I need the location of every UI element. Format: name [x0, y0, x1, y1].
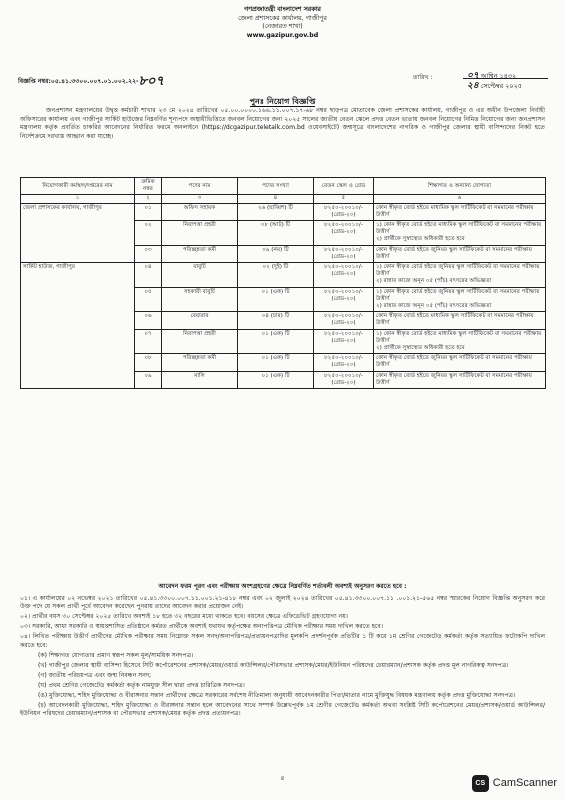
- qualification-line: ১) কোন স্বীকৃত বোর্ড হইতে মাধ্যমিক স্কুল সার্টিফিকেট বা সমমানের পরীক্ষায় উত্তীর্ণ: [376, 222, 542, 236]
- cell-qualification: [374, 329, 546, 354]
- cell-qualification: [374, 287, 546, 312]
- qualification-line: ২) প্রার্থীকে সুস্বাস্থ্যের অধিকারী হতে হবে: [376, 345, 465, 352]
- qualification-line: কোন স্বীকৃত বোর্ড হইতে মাধ্যমিক স্কুল সার্টিফিকেট বা সমমানের পরীক্ষায় উত্তীর্ণ: [376, 313, 534, 327]
- cell-office: জেলা প্রশাসকের কার্যালয়, গাজীপুর: [21, 203, 135, 262]
- government-name: গণপ্রজাতন্ত্রী বাংলাদেশ সরকার: [244, 6, 321, 13]
- cell-count: ০১ (এক) টি: [238, 371, 314, 388]
- cell-post: বাবুর্চি: [162, 263, 238, 288]
- cell-post: মালি: [162, 371, 238, 388]
- table-row: [21, 263, 546, 288]
- cell-scale: ৮২৫০-২০০১০/- (গ্রেড-২০): [314, 287, 374, 312]
- memo-handwritten-number: ৮০৭: [138, 74, 164, 89]
- cell-qualification: [374, 354, 546, 371]
- qualification-line: কোন স্বীকৃত বোর্ড হইতে জুনিয়র স্কুল সার্টিফিকেট বা সমমানের পরীক্ষায় উত্তীর্ণ: [376, 246, 532, 260]
- qualification-line: কোন স্বীকৃত বোর্ড হইতে মাধ্যমিক স্কুল সার্টিফিকেট বা সমমানের পরীক্ষায় উত্তীর্ণ: [376, 204, 534, 218]
- condition-item: (ক) শিক্ষাগত যোগ্যতার প্রমাণ স্বরূপ সকল মূল/সাময়িক সনদপত্র।: [38, 651, 194, 659]
- notice-title: পুনঃ নিয়োগ বিজ্ঞপ্তি: [249, 97, 316, 106]
- conditions-heading: আবেদন ফরম পূরণ এবং পরীক্ষায় অংশগ্রহণের ক্ষেত্রে নিম্নবর্ণিত শর্তাবলী অবশ্যই অনুসরণ করতে হবে :: [158, 583, 407, 590]
- condition-item: ০৪। লিখিত পরীক্ষায় উত্তীর্ণ প্রার্থীদের মৌখিক পরীক্ষার সময় নিম্নোক্ত সকল সনদ/অনাপত্তিপত্র/প্রত্যয়নপত্রাদির মূলকপি প্রদর্শনপূর্বক প্রতিটির ১ টি করে ১ম শ্রেণির গেজেটেড কর্মকর্তা কর্তৃক সত্যায়িত ফটোকপি দাখিল করতে হবে:: [20, 633, 545, 649]
- cell-scale: ৮২৫০-২০০১০/- (গ্রেড-২০): [314, 221, 374, 246]
- cell-post: পরিচ্ছন্নতা কর্মী: [162, 245, 238, 262]
- camscanner-logo-icon: CS: [472, 775, 489, 792]
- qualification-line: ২) প্রার্থীকে সুস্বাস্থ্যের অধিকারী হতে হবে: [376, 236, 465, 243]
- cell-count: ০১ (এক) টি: [238, 329, 314, 354]
- cell-scale: ৮২৫০-২০০১০/- (গ্রেড-২০): [314, 203, 374, 220]
- cell-qualification: [374, 371, 546, 388]
- cell-qualification: [374, 221, 546, 246]
- vacancy-table: [20, 177, 546, 389]
- cell-serial: ০২: [135, 221, 162, 246]
- cell-post: অফিস সহায়ক: [162, 203, 238, 220]
- cell-scale: ৮২৫০-২০০১০/- (গ্রেড-২০): [314, 245, 374, 262]
- condition-item: (ঘ) প্রথম শ্রেণির গেজেটেড কর্মকর্তা কর্তৃক নামযুক্ত সীল দ্বারা প্রদত্ত চারিত্রিক সনদপত্র।: [38, 681, 245, 689]
- condition-item: (চ) আবেদনকারী মুক্তিযোদ্ধা, শহিদ মুক্তিযোদ্ধা ও বীরাঙ্গনার সন্তান হলে আবেদনের সাথে সম্পর্ক উল্লেখপূর্বক ১ম শ্রেণীর গেজেটেড কর্মকর্তা অথবা সংশ্লিষ্ট সিটি কর্পোরেশনের মেয়র/প্রশাসক/ওয়ার্ড কাউন্সিলর/ইউনিয়ন পরিষদের চেয়ারম্যান/প্রশাসক বা পৌরসভার প্রশাসক/মেয়র কর্তৃক প্রদত্ত প্রত্যয়নপত্র।: [20, 701, 545, 718]
- cell-office: সার্কিট হাউজ, গাজীপুর: [21, 263, 135, 389]
- qualification-line: ২) রান্নার কাজে অনূন ০৫ (পাঁচ) বৎসরের অভিজ্ঞতা: [376, 278, 492, 285]
- column-number-row: ১ ২ ৩ ৪ ৫ ৬: [21, 195, 546, 203]
- cell-serial: ০৪: [135, 263, 162, 288]
- date-block: [413, 68, 548, 92]
- cell-count: ০৪ (চার) টি: [238, 312, 314, 329]
- cell-qualification: [374, 263, 546, 288]
- conditions-list: [20, 595, 545, 719]
- page-number: ৫: [280, 774, 285, 782]
- qualification-line: ১) কোন স্বীকৃত বোর্ড হইতে জুনিয়র স্কুল সার্টিফিকেট বা সমমানের পরীক্ষায় উত্তীর্ণ: [376, 264, 540, 278]
- letterhead: [0, 6, 565, 40]
- cell-serial: ০৬: [135, 312, 162, 329]
- cell-scale: ৮২৫০-২০০১০/- (গ্রেড-২০): [314, 312, 374, 329]
- memo-label: বিজ্ঞপ্তি নম্বর:০৫.৪১.৩৩০০.০০৭.০১.০০২.২২-: [18, 78, 139, 85]
- cell-scale: ৮২৫০-২০০১০/- (গ্রেড-২০): [314, 371, 374, 388]
- cell-post: পরিচ্ছন্নতা কর্মী: [162, 354, 238, 371]
- date-english: ২৪ সেপ্টেম্বর ২০২৫: [467, 81, 522, 91]
- qualification-line: কোন স্বীকৃত বোর্ড হইতে জুনিয়র স্কুল সার্টিফিকেট বা সমমানের পরীক্ষায় উত্তীর্ণ: [376, 372, 532, 386]
- cell-serial: ০৭: [135, 329, 162, 354]
- cell-serial: ০৫: [135, 287, 162, 312]
- condition-item: ০২। প্রার্থীর বয়স ৩০ সেপ্টেম্বর ২০২৫ তারিখে অবশ্যই ১৮ হতে ৩২ বছরের মধ্যে থাকতে হবে। বয়সের ক্ষেত্রে এফিডেভিট গ্রহণযোগ্য নয়।: [20, 613, 348, 621]
- cell-count: ০২ (দুই) টি: [238, 263, 314, 288]
- condition-item: (গ) জাতীয় পরিচয়পত্র এবং জন্ম নিবন্ধন সনদ;: [38, 671, 152, 679]
- date-label: তারিখ :: [413, 74, 433, 81]
- conditions-section: [20, 583, 545, 720]
- cell-scale: ৮২৫০-২০০১০/- (গ্রেড-২০): [314, 263, 374, 288]
- camscanner-text: CamScanner: [492, 777, 557, 789]
- condition-item: ০১। এ কার্যালয়ের ০২ নভেম্বর ২০২১ তারিখের ০৫.৪১.৩৩০০.০০৭.১১.০০১.২১-৪১৮ নম্বর এবং ০২ জুলাই ২০২৪ তারিখের ০৫.৪১.৩৩০০.০০৭.১১ .০০১.২১-৫৬৫ নম্বর স্মারকের নিয়োগ বিজ্ঞপ্তি অনুসরণ করে উক্ত পদে যে সকল প্রার্থী পূর্বে আবেদন করেছেন পুনরায় তাদের আবেদন করার প্রয়োজন নেই।: [20, 594, 545, 611]
- cell-count: ০১ (এক) টি: [238, 354, 314, 371]
- cell-serial: ০৮: [135, 354, 162, 371]
- cell-post: নিরাপত্তা প্রহরী: [162, 329, 238, 354]
- qualification-line: কোন স্বীকৃত বোর্ড হইতে জুনিয়র স্কুল সার্টিফিকেট বা সমমানের পরীক্ষায় উত্তীর্ণ: [376, 355, 532, 369]
- camscanner-watermark: [472, 774, 557, 792]
- memo-number: [18, 72, 164, 93]
- condition-item: (খ) গাজীপুর জেলার স্থায়ী বাসিন্দা হিসেবে সিটি কর্পোরেশনের প্রশাসক/মেয়র/ওয়ার্ড কাউন্সিলর/পৌরসভার প্রশাসক/মেয়র/ইউনিয়ন পরিষদের চেয়ারম্যান/প্রশাসক কর্তৃক প্রদত্ত মূল নাগরিকত্ব সনদপত্র।: [38, 661, 509, 669]
- cell-qualification: [374, 203, 546, 220]
- header-qualification: শিক্ষাগত ও অন্যান্য যোগ্যতা: [374, 178, 546, 195]
- cell-count: ০৯ (নয়) টি: [238, 245, 314, 262]
- cell-post: সহকারী বাবুর্চি: [162, 287, 238, 312]
- condition-item: ০৩। সরকারি, আধা সরকারি ও স্বায়ত্তশাসিত প্রতিষ্ঠানে কর্মরত প্রার্থীকে অবশ্যই যথাযথ কর্তৃপক্ষের অনাপত্তিপত্র মৌখিক পরীক্ষার সময় দাখিল করতে হবে।: [20, 623, 383, 631]
- cell-count: ২৬ (ছাব্বিশ) টি: [238, 203, 314, 220]
- table-header-row: [21, 178, 546, 195]
- cell-qualification: [374, 312, 546, 329]
- cell-scale: ৮২৫০-২০০১০/- (গ্রেড-২০): [314, 354, 374, 371]
- header-post: পদের নাম: [162, 178, 238, 195]
- date-bangla: ০৭ আশ্বিন ১৪৩২: [467, 71, 517, 81]
- website-link[interactable]: www.gazipur.gov.bd: [246, 31, 319, 39]
- header-scale: বেতন স্কেল ও গ্রেড: [314, 178, 374, 195]
- cell-serial: ০১: [135, 203, 162, 220]
- cell-serial: ০৩: [135, 245, 162, 262]
- table-row: [21, 203, 546, 220]
- qualification-line: ১) কোন স্বীকৃত বোর্ড হইতে মাধ্যমিক স্কুল সার্টিফিকেট বা সমমানের পরীক্ষায় উত্তীর্ণ: [376, 330, 542, 344]
- reference-row: [18, 68, 548, 92]
- section-name: (নেজারত শাখা): [262, 23, 303, 31]
- header-count: পদের সংখ্যা: [238, 178, 314, 195]
- office-name: জেলা প্রশাসকের কার্যালয়, গাজীপুর: [238, 14, 327, 22]
- cell-count: ০১ (এক) টি: [238, 287, 314, 312]
- cell-post: বেয়ারার: [162, 312, 238, 329]
- qualification-line: ১) কোন স্বীকৃত বোর্ড হইতে জুনিয়র স্কুল সার্টিফিকেট বা সমমানের পরীক্ষায় উত্তীর্ণ: [376, 288, 540, 302]
- cell-post: নিরাপত্তা প্রহরী: [162, 221, 238, 246]
- cell-qualification: [374, 245, 546, 262]
- table-body: [21, 203, 546, 388]
- header-office: নিয়োগকারী কর্মস্থল/দপ্তরের নাম: [21, 178, 135, 195]
- cell-scale: ৮২৫০-২০০১০/- (গ্রেড-২০): [314, 329, 374, 354]
- cell-serial: ০৯: [135, 371, 162, 388]
- condition-item: (ঙ) মুক্তিযোদ্ধা, শহিদ মুক্তিযোদ্ধা ও বীরাঙ্গনার সন্তান প্রার্থীদের ক্ষেত্রে সরকারের সর্বশেষ নীতিমালা অনুযায়ী আবেদনকারীর পিতা/মাতার নামে মুক্তিযুদ্ধ বিষয়ক মন্ত্রণালয় কর্তৃক প্রদত্ত মুক্তিযোদ্ধা সনদপত্র।: [38, 691, 516, 699]
- header-serial: ক্রমিক নম্বর: [135, 178, 162, 195]
- qualification-line: ২) রান্নার কাজে অনূন ০৫ (পাঁচ) বৎসরের অভিজ্ঞতা: [376, 303, 492, 310]
- cell-count: ০৮ (আট) টি: [238, 221, 314, 246]
- intro-paragraph: জনপ্রশাসন মন্ত্রণালয়ের উদ্বৃত্ত কর্মচারী শাখার ২৩ মে ২০২৪ তারিখের ০৫.০০.০০০০.১৬৬.১১.০০৭.১৭-৬৮ নম্বর ছাড়পত্র মোতাবেক জেলা প্রশাসকের কার্যালয়, গাজীপুর ও এর অধীন উপজেলা নির্বাহী অফিসারের কার্যালয় এবং গাজীপুর সার্কিট হাউজের নিম্নবর্ণিত শূন্যপদে অস্থায়ীভিত্তিতে জনবল নিয়োগের জন্য ২০২৫ সালের জাতীয় বেতন স্কেলে প্রদত্ত বেতন ভাতায় জনবল নিয়োগের নিমিত্ত নিয়োগের জন্য জনপ্রশাসন মন্ত্রণালয় কর্তৃক প্রবর্তিত চাকরির আবেদনের নির্ধারিত ফরমে অনলাইনে (https://dcgazipur.teletalk.com.bd ওয়েবসাইটে) জন্মসূত্রে বাংলাদেশের নাগরিক ও গাজীপুর জেলার স্থায়ী বাসিন্দাদের নিকট হতে নির্দেশক্রমে দরখাস্ত আহ্বান করা যাচ্ছে।: [20, 107, 545, 140]
